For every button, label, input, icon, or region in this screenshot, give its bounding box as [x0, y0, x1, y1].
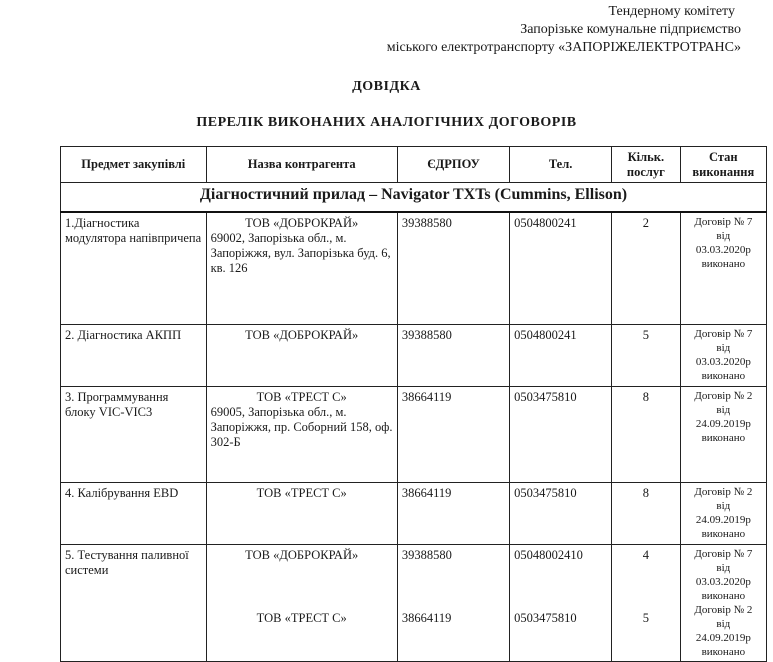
status-contract: Договір № 2	[694, 485, 753, 498]
tel-a: 05048002410	[514, 547, 583, 562]
cell-tel: 0503475810	[510, 386, 612, 482]
status-from: від	[716, 499, 731, 512]
cell-qty: 5	[612, 324, 681, 386]
status-from-b: від	[716, 617, 731, 630]
cell-edrpou: 38664119	[397, 386, 509, 482]
cell-edrpou: 38664119	[397, 482, 509, 544]
status-state: виконано	[701, 589, 746, 602]
cell-edrpou	[397, 544, 509, 661]
column-header-qty: Кільк. послуг	[612, 147, 681, 183]
table-row	[61, 386, 767, 482]
cell-status	[680, 212, 766, 324]
cell-subject: 4. Калібрування EBD	[61, 482, 207, 544]
contracts-table	[60, 146, 767, 662]
counterparty-name: ТОВ «ТРЕСТ С»	[256, 485, 347, 500]
cell-tel: 0504800241	[510, 212, 612, 324]
cell-tel: 0503475810	[510, 482, 612, 544]
status-from: від	[716, 230, 731, 242]
cell-qty	[612, 544, 681, 661]
cell-subject: 5. Тестування паливної системи	[61, 544, 207, 661]
column-header-subject: Предмет закупівлі	[61, 147, 207, 183]
cell-subject: 2. Діагностика АКПП	[61, 324, 207, 386]
status-date: 03.03.2020р	[695, 244, 751, 256]
status-date: 24.09.2019р	[695, 417, 751, 430]
status-date-b: 24.09.2019р	[695, 631, 751, 644]
document-subtitle: ПЕРЕЛІК ВИКОНАНИХ АНАЛОГІЧНИХ ДОГОВОРІВ	[196, 115, 577, 130]
table-row	[61, 544, 767, 661]
cell-subject: 3. Программування блоку VIC-VIC3	[61, 386, 207, 482]
cell-qty: 8	[612, 482, 681, 544]
addressee-company-name: міського електротранспорту «ЗАПОРІЖЕЛЕКТРОТРАНС»	[386, 40, 741, 55]
addressee-committee: Тендерному комітету	[608, 4, 735, 19]
cell-status	[680, 386, 766, 482]
cell-edrpou: 39388580	[397, 212, 509, 324]
counterparty-name: ТОВ «ДОБРОКРАЙ»	[245, 327, 359, 342]
cell-status	[680, 544, 766, 661]
cell-qty: 8	[612, 386, 681, 482]
cell-subject: 1.Діагностика модулятора напівпричепа	[61, 212, 207, 324]
cell-edrpou: 39388580	[397, 324, 509, 386]
column-header-tel: Тел.	[510, 147, 612, 183]
status-state: виконано	[701, 431, 746, 444]
status-state: виконано	[701, 527, 746, 540]
column-header-status: Стан виконання	[680, 147, 766, 183]
edrpou-a: 39388580	[401, 547, 452, 562]
counterparty-name-b: ТОВ «ТРЕСТ С»	[256, 610, 347, 625]
cell-counterparty	[206, 544, 397, 661]
counterparty-name: ТОВ «ДОБРОКРАЙ»	[245, 547, 359, 562]
table-row	[61, 212, 767, 324]
status-from: від	[716, 403, 731, 416]
qty-b: 5	[642, 610, 649, 625]
counterparty-address: 69002, Запорізька обл., м. Запоріжжя, вул. Запорізька буд. 6, кв. 126	[210, 231, 391, 275]
cell-qty: 2	[612, 212, 681, 324]
status-contract: Договір № 7	[694, 547, 753, 560]
cell-counterparty	[206, 482, 397, 544]
counterparty-address: 69005, Запорізька обл., м. Запоріжжя, пр. Соборний 158, оф. 302-Б	[210, 404, 393, 449]
status-state-b: виконано	[701, 645, 746, 658]
status-date: 03.03.2020р	[695, 575, 751, 588]
column-header-counterparty: Назва контрагента	[206, 147, 397, 183]
status-contract: Договір № 7	[694, 216, 753, 228]
document-title: ДОВІДКА	[352, 79, 421, 94]
status-date: 03.03.2020р	[695, 355, 751, 368]
cell-status	[680, 482, 766, 544]
counterparty-name: ТОВ «ТРЕСТ С»	[256, 389, 347, 404]
column-header-edrpou: ЄДРПОУ	[397, 147, 509, 183]
cell-tel: 0504800241	[510, 324, 612, 386]
status-contract: Договір № 2	[694, 389, 753, 402]
table-header-row	[61, 147, 767, 183]
counterparty-name: ТОВ «ДОБРОКРАЙ»	[245, 216, 359, 230]
qty-a: 4	[642, 547, 649, 562]
tel-b: 0503475810	[514, 610, 577, 625]
cell-status	[680, 324, 766, 386]
status-state: виконано	[701, 258, 746, 270]
table-row	[61, 482, 767, 544]
edrpou-b: 38664119	[401, 610, 452, 625]
status-from: від	[716, 341, 731, 354]
cell-counterparty	[206, 324, 397, 386]
section-row	[61, 183, 767, 213]
cell-counterparty	[206, 212, 397, 324]
addressee-company: Запорізьке комунальне підприємство	[520, 22, 741, 37]
cell-tel	[510, 544, 612, 661]
status-state: виконано	[701, 369, 746, 382]
cell-counterparty	[206, 386, 397, 482]
status-date: 24.09.2019р	[695, 513, 751, 526]
section-title: Діагностичний прилад – Navigator TXTs (Cummins, Ellison)	[61, 183, 767, 213]
status-contract: Договір № 7	[694, 327, 753, 340]
table-row	[61, 324, 767, 386]
status-from: від	[716, 561, 731, 574]
status-contract-b: Договір № 2	[694, 603, 753, 616]
